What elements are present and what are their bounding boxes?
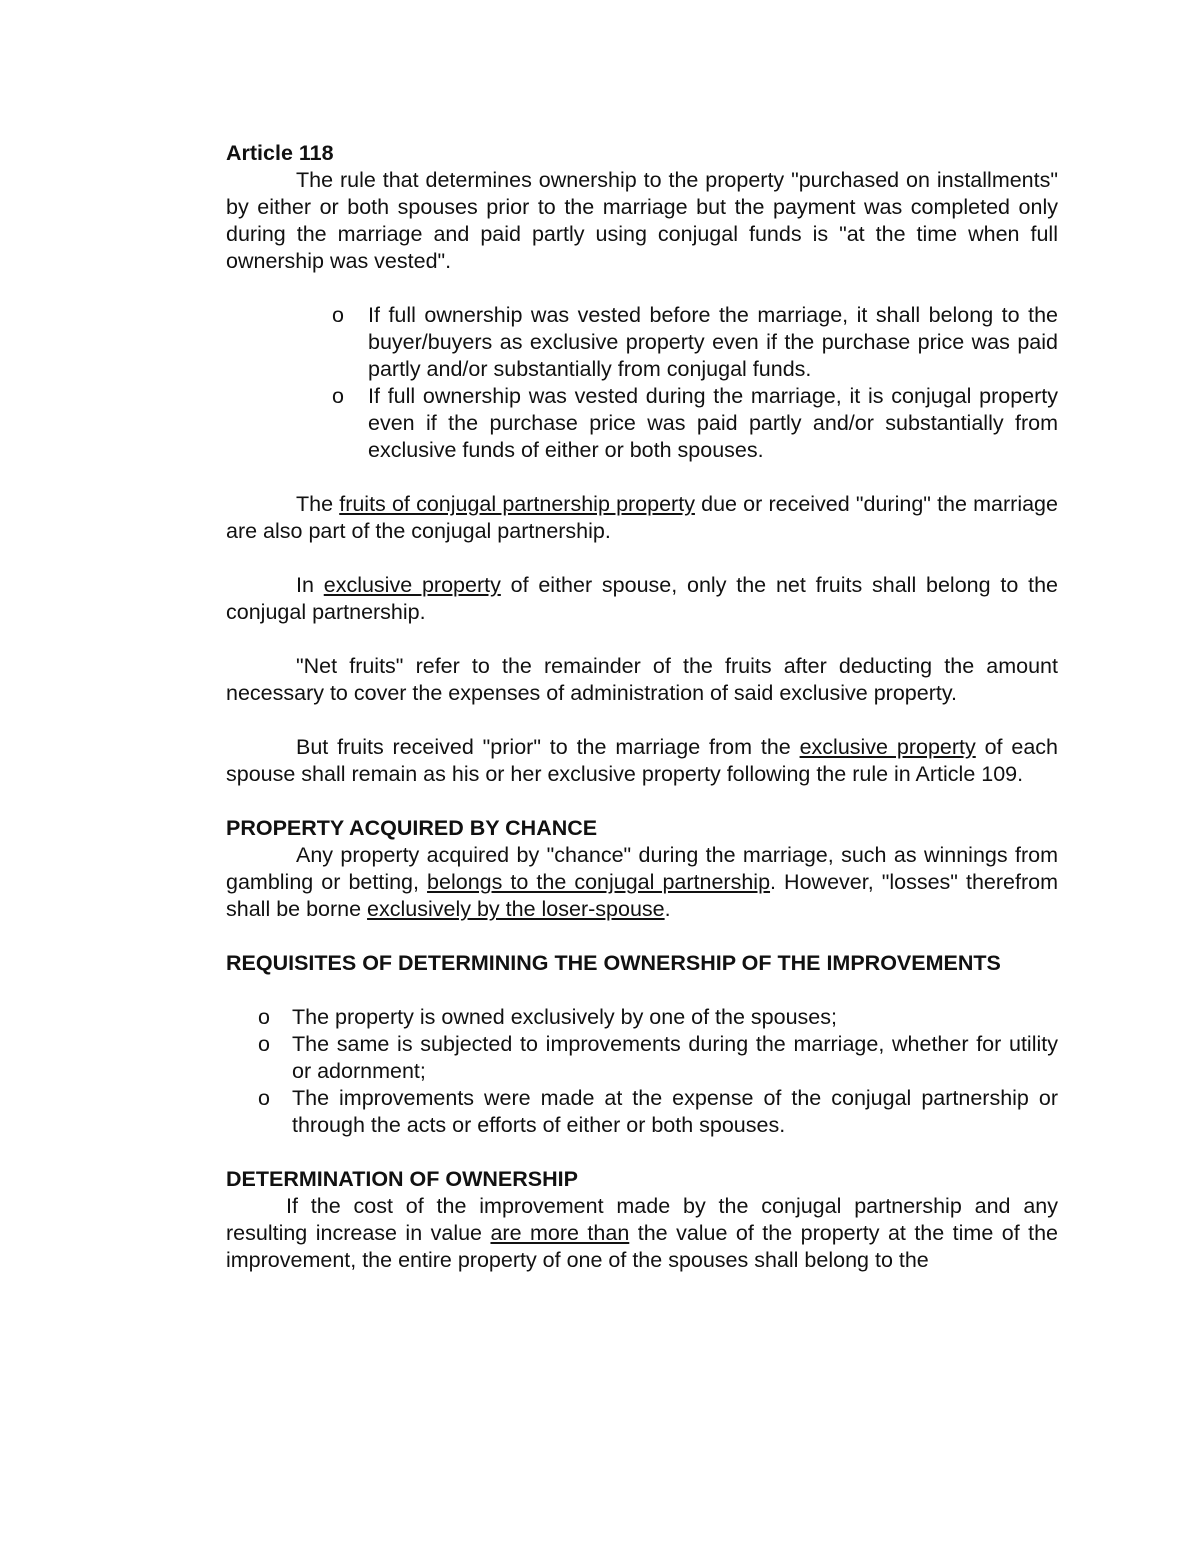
list-item-text: The property is owned exclusively by one of the spouses; — [292, 1005, 837, 1029]
ownership-vesting-list — [226, 302, 1058, 464]
article-intro-paragraph: The rule that determines ownership to the property "purchased on installments" by either or both spouses prior to the marriage but the payment was completed only during the marriage and paid partly using conjugal funds is "at the time when full ownership was vested". — [226, 168, 1058, 273]
list-item — [226, 302, 1058, 383]
exclusive-fruits-paragraph: In exclusive property of either spouse, only the net fruits shall belong to the conjugal partnership. — [226, 573, 1058, 624]
document-page — [226, 140, 1058, 1274]
requisites-heading: REQUISITES OF DETERMINING THE OWNERSHIP OF THE IMPROVEMENTS — [226, 951, 1001, 975]
bullet-circle-icon: o — [258, 1032, 270, 1056]
underlined-phrase: exclusively by the loser-spouse — [367, 897, 665, 921]
list-item — [226, 383, 1058, 464]
requisites-list — [226, 1004, 1058, 1139]
underlined-phrase: exclusive property — [799, 735, 976, 759]
list-item-text: If full ownership was vested before the marriage, it shall belong to the buyer/buyers as exclusive property even if the purchase price was paid partly and/or substantially from conjugal funds. — [368, 303, 1058, 381]
bullet-circle-icon: o — [332, 303, 344, 327]
underlined-phrase: exclusive property — [323, 573, 501, 597]
net-fruits-paragraph: "Net fruits" refer to the remainder of the fruits after deducting the amount necessary to cover the expenses of administration of said exclusive property. — [226, 654, 1058, 705]
underlined-phrase: belongs to the conjugal partnership — [427, 870, 771, 894]
conjugal-fruits-paragraph: The fruits of conjugal partnership property due or received "during" the marriage are also part of the conjugal partnership. — [226, 492, 1058, 543]
list-item — [226, 1085, 1058, 1139]
chance-heading: PROPERTY ACQUIRED BY CHANCE — [226, 816, 598, 840]
article-title: Article 118 — [226, 141, 334, 165]
bullet-circle-icon: o — [332, 384, 344, 408]
underlined-phrase: are more than — [490, 1221, 630, 1245]
underlined-phrase: fruits of conjugal partnership property — [339, 492, 695, 516]
prior-fruits-paragraph: But fruits received "prior" to the marriage from the exclusive property of each spouse shall remain as his or her exclusive property following the rule in Article 109. — [226, 735, 1059, 786]
determination-paragraph: If the cost of the improvement made by the conjugal partnership and any resulting increase in value are more than the value of the property at the time of the improvement, the entire property of one of the spouses shall belong to the — [226, 1194, 1059, 1272]
bullet-circle-icon: o — [258, 1086, 270, 1110]
list-item-text: The improvements were made at the expense of the conjugal partnership or through the acts or efforts of either or both spouses. — [292, 1086, 1058, 1137]
bullet-circle-icon: o — [258, 1005, 270, 1029]
list-item-text: The same is subjected to improvements during the marriage, whether for utility or adornment; — [292, 1032, 1058, 1083]
chance-paragraph: Any property acquired by "chance" during the marriage, such as winnings from gambling or betting, belongs to the conjugal partnership. However, "losses" therefrom shall be borne exclusively by the loser-spouse. — [226, 843, 1058, 921]
list-item — [226, 1031, 1058, 1085]
determination-heading: DETERMINATION OF OWNERSHIP — [226, 1167, 578, 1191]
list-item — [226, 1004, 1058, 1031]
list-item-text: If full ownership was vested during the marriage, it is conjugal property even if the purchase price was paid partly and/or substantially from exclusive funds of either or both spouses. — [368, 384, 1058, 462]
